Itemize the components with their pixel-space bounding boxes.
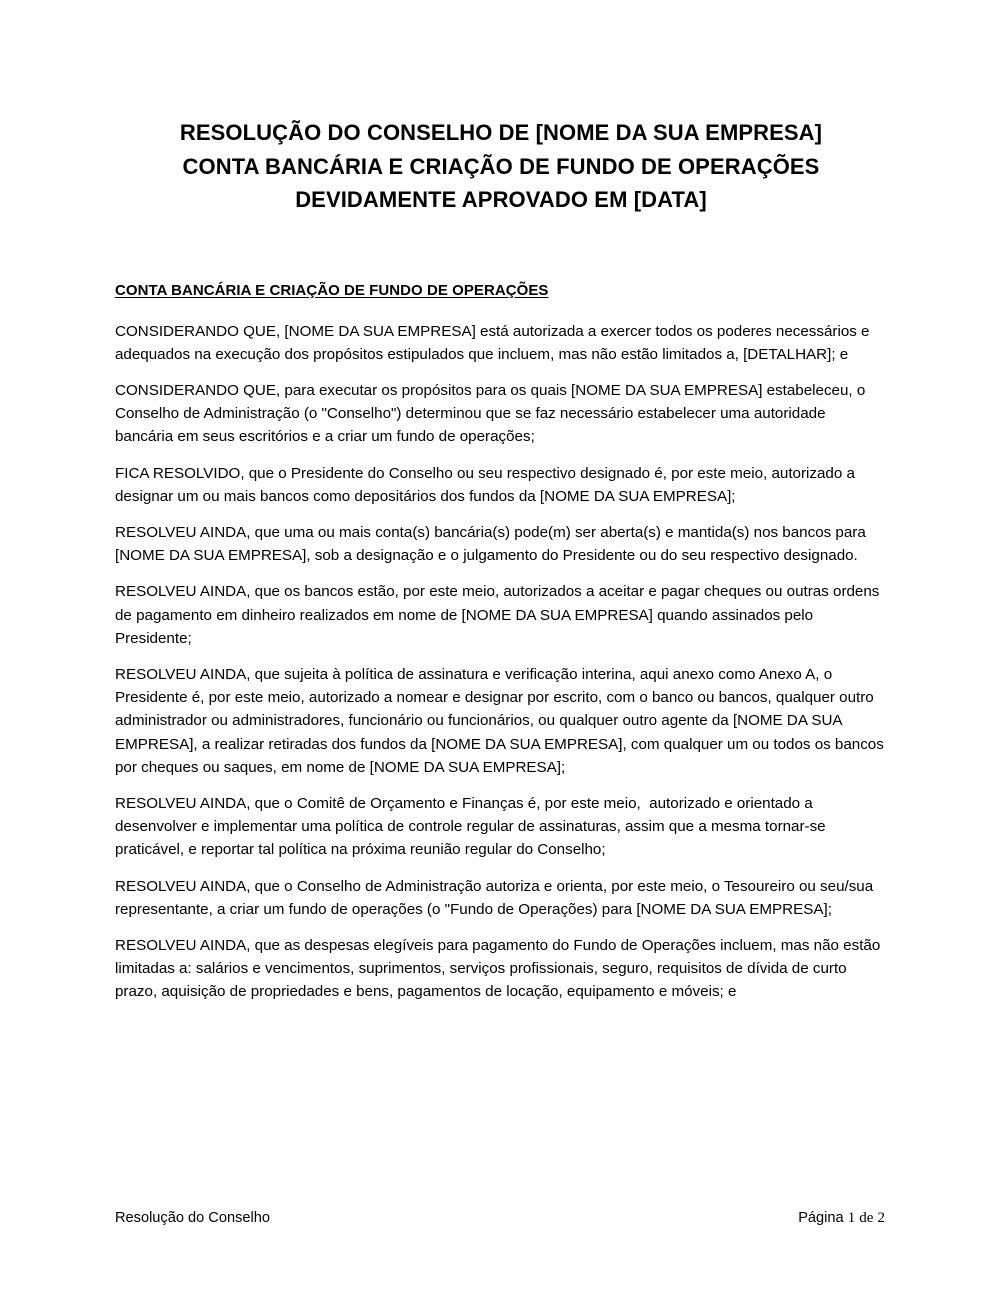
paragraph-considerando-1: CONSIDERANDO QUE, [NOME DA SUA EMPRESA] está autorizada a exercer todos os poderes necessários e adequados na execução dos propósitos estipulados que incluem, mas não estão limitados a, [DETALHAR]; e (115, 322, 874, 363)
paragraph-resolveu-ainda-2: RESOLVEU AINDA, que os bancos estão, por este meio, autorizados a aceitar e pagar cheques ou outras ordens de pagamento em dinheiro realizados em nome de [NOME DA SUA EMPRESA] quando assinados pelo Presidente; (115, 583, 884, 647)
paragraph-resolveu-ainda-3: RESOLVEU AINDA, que sujeita à política de assinatura e verificação interina, aqui anexo como Anexo A, o Presidente é, por este meio, autorizado a nomear e designar por escrito, com o banco ou bancos, qualquer outro administrador ou administradores, funcionário ou funcionários, ou qualquer outro agente da [NOME DA SUA EMPRESA], a realizar retiradas dos fundos da [NOME DA SUA EMPRESA], com qualquer um ou todos os bancos por cheques ou saques, em nome de [NOME DA SUA EMPRESA]; (115, 665, 889, 776)
page-title-line-3: DEVIDAMENTE APROVADO EM [DATA] (295, 187, 707, 212)
page-title (115, 0, 887, 217)
paragraph-resolveu-ainda-1: RESOLVEU AINDA, que uma ou mais conta(s) bancária(s) pode(m) ser aberta(s) e mantida(s) nos bancos para [NOME DA SUA EMPRESA], sob a designação e o julgamento do Presidente ou do seu respectivo designado. (115, 523, 871, 565)
paragraph-considerando-2: CONSIDERANDO QUE, para executar os propósitos para os quais [NOME DA SUA EMPRESA] estabeleceu, o Conselho de Administração (o "Conselho") determinou que se faz necessário estabelecer uma autoridade bancária em seus escritórios e a criar um fundo de operações; (115, 381, 870, 446)
page-title-line-1: RESOLUÇÃO DO CONSELHO DE [NOME DA SUA EMPRESA] (179, 120, 823, 145)
footer-page-separator: de (859, 1210, 874, 1226)
footer-page-number: 1 (847, 1210, 856, 1226)
document-body (115, 0, 887, 1004)
footer-document-name: Resolução do Conselho (115, 1210, 270, 1226)
footer-page-label: Página (798, 1210, 844, 1226)
footer-page-indicator (798, 1208, 885, 1228)
page-footer (115, 1208, 885, 1228)
paragraph-resolveu-ainda-6: RESOLVEU AINDA, que as despesas elegíveis para pagamento do Fundo de Operações incluem, mas não estão limitadas a: salários e vencimentos, suprimentos, serviços profissionais, seguro, requisitos de dívida de curto prazo, aquisição de propriedades e bens, pagamentos de locação, equipamento e móveis; e (115, 936, 885, 1001)
paragraph-resolveu-ainda-4: RESOLVEU AINDA, que o Comitê de Orçamento e Finanças é, por este meio, autorizado e orientado a desenvolver e implementar uma política de controle regular de assinaturas, assim que a mesma tornar-se praticável, e reportar tal política na próxima reunião regular do Conselho; (115, 794, 830, 859)
paragraph-resolveu-ainda-5: RESOLVEU AINDA, que o Conselho de Administração autoriza e orienta, por este meio, o Tesoureiro ou seu/sua representante, a criar um fundo de operações (o "Fundo de Operações) para [NOME DA SUA EMPRESA]; (115, 877, 878, 918)
page-title-line-2: CONTA BANCÁRIA E CRIAÇÃO DE FUNDO DE OPERAÇÕES (182, 153, 820, 179)
footer-page-total: 2 (877, 1210, 885, 1226)
paragraph-fica-resolvido: FICA RESOLVIDO, que o Presidente do Conselho ou seu respectivo designado é, por este meio, autorizado a designar um ou mais bancos como depositários dos fundos da [NOME DA SUA EMPRESA]; (115, 464, 860, 505)
section-heading: CONTA BANCÁRIA E CRIAÇÃO DE FUNDO DE OPERAÇÕES (115, 281, 549, 299)
paragraph-list (115, 301, 887, 1004)
